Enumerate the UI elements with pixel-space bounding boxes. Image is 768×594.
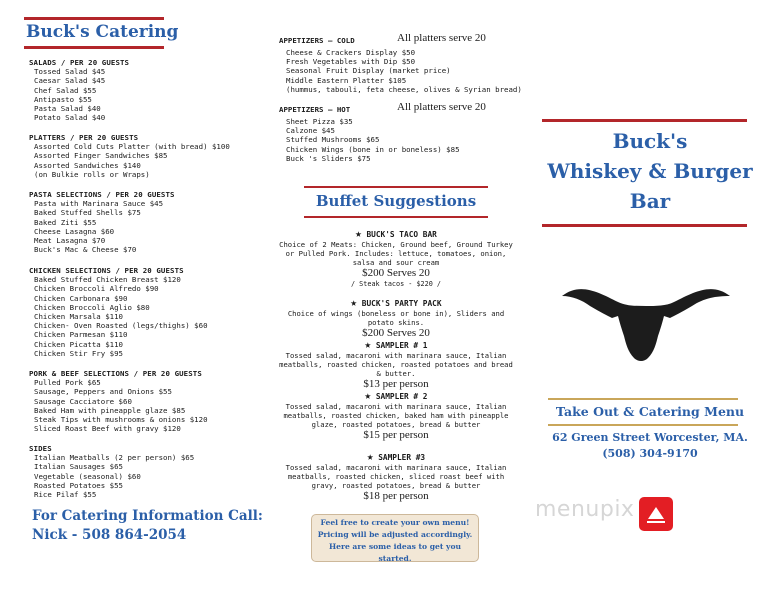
menu-item: Baked Stuffed Shells $75	[34, 208, 141, 218]
menu-item: Tossed Salad $45	[34, 67, 106, 77]
menu-item: Fresh Vegetables with Dip $50	[286, 57, 416, 67]
custom-menu-line: Pricing will be adjusted accordingly.	[317, 530, 473, 539]
option-price: $15 per person	[363, 429, 429, 441]
menu-item: Chicken Wings (bone in or boneless) $85	[286, 144, 460, 154]
catering-panel	[0, 0, 263, 594]
menu-item: Assorted Finger Sandwiches $85	[34, 151, 168, 161]
menu-item: Assorted Cold Cuts Platter (with bread) $100	[34, 142, 230, 152]
star-icon: ★	[355, 227, 362, 240]
appetizers-cold-section	[279, 32, 529, 94]
menu-item: Roasted Potatoes $55	[34, 480, 123, 490]
section-heading: SIDES	[29, 444, 52, 453]
section-heading: PASTA SELECTIONS / PER 20 GUESTS	[29, 190, 175, 199]
star-icon: ★	[350, 296, 358, 309]
option-heading: SAMPLER # 2	[375, 392, 428, 401]
option-heading: SAMPLER # 1	[375, 341, 428, 350]
buffet-title: Buffet Suggestions	[315, 192, 477, 210]
menu-item: (hummus, tabouli, feta cheese, olives & Syrian bread)	[286, 84, 522, 94]
option-price: $18 per person	[363, 490, 429, 502]
menu-item: Middle Eastern Platter $105	[286, 75, 407, 85]
menu-item: Pasta Salad $40	[34, 104, 101, 114]
section-heading: CHICKEN SELECTIONS / PER 20 GUESTS	[29, 266, 184, 275]
buffet-option	[276, 390, 516, 442]
platters-serve-note: All platters serve 20	[397, 101, 486, 113]
menupix-logo-badge	[639, 497, 673, 531]
menu-item: Chicken Picatta $110	[34, 339, 123, 349]
restaurant-name-line: Bar	[629, 189, 671, 213]
buffet-top-rule	[304, 186, 488, 188]
menu-item: Buck 's Sliders $75	[286, 153, 371, 163]
longhorn-bull-icon	[560, 280, 732, 366]
pork-beef-section	[0, 369, 260, 433]
custom-menu-line: Here are some ideas to get you started.	[328, 542, 462, 563]
menu-item: Sausage Cacciatore $60	[34, 396, 132, 406]
section-heading: APPETIZERS – COLD	[279, 36, 355, 45]
buffet-bottom-rule	[304, 216, 488, 218]
cover-panel	[532, 0, 768, 594]
menu-item: Cheese Lasagna $60	[34, 226, 115, 236]
menu-item: Sliced Roast Beef with gravy $120	[34, 424, 181, 434]
section-heading: APPETIZERS – HOT	[279, 105, 351, 114]
menu-item: Pasta with Marinara Sauce $45	[34, 199, 164, 209]
option-note: / Steak tacos - $220 /	[350, 280, 442, 288]
menu-item: Rice Pilaf $55	[34, 490, 97, 500]
menu-item: Assorted Sandwiches $140	[34, 160, 141, 170]
option-price: $200 Serves 20	[362, 267, 430, 279]
option-description: Tossed salad, macaroni with marinara sauce, Italian meatballs, roasted chicken, sliced roast beef with gravy, roasted potatoes, bread & butter	[285, 463, 507, 490]
menu-item: Meat Lasagna $70	[34, 236, 106, 246]
menu-item: Chicken Broccoli Aglio $80	[34, 302, 150, 312]
menupix-watermark: menupix	[535, 497, 635, 522]
buffet-option	[276, 451, 516, 503]
menu-item: Chicken Stir Fry $95	[34, 348, 123, 358]
cover-bottom-rule	[542, 224, 747, 227]
menu-item: Baked Stuffed Chicken Breast $120	[34, 275, 181, 285]
salads-section	[0, 58, 260, 122]
platters-serve-note: All platters serve 20	[397, 32, 486, 44]
menu-item: Stuffed Mushrooms $65	[286, 135, 380, 145]
menu-item: Steak Tips with mushrooms & onions $120	[34, 415, 208, 425]
cover-top-rule	[542, 119, 747, 122]
platters-section	[0, 133, 260, 179]
takeout-top-rule	[548, 398, 738, 400]
menupix-logo-icon	[639, 497, 673, 531]
option-heading: SAMPLER #3	[378, 453, 426, 462]
contact-info	[532, 430, 768, 462]
menu-item: Chicken- Oven Roasted (legs/thighs) $60	[34, 321, 208, 331]
title-top-rule	[24, 17, 164, 20]
menu-item: Potato Salad $40	[34, 113, 106, 123]
address: 62 Green Street Worcester, MA.	[552, 431, 748, 444]
buffet-option	[276, 297, 516, 340]
menu-item: Sheet Pizza $35	[286, 117, 353, 126]
restaurant-name-line: Whiskey & Burger	[547, 159, 753, 183]
menu-item: Vegetable (seasonal) $60	[34, 471, 141, 481]
appetizers-buffet-panel	[262, 0, 530, 594]
appetizers-hot-section	[279, 101, 529, 163]
menu-item: Calzone $45	[286, 126, 335, 136]
menu-item: Buck's Mac & Cheese $70	[34, 245, 137, 255]
section-heading: PORK & BEEF SELECTIONS / PER 20 GUESTS	[29, 369, 202, 378]
chicken-section	[0, 266, 260, 358]
menu-item: Chicken Parmesan $110	[34, 330, 128, 340]
star-icon: ★	[364, 389, 372, 402]
restaurant-name-line: Buck's	[612, 129, 688, 153]
section-heading: PLATTERS / PER 20 GUESTS	[29, 133, 139, 142]
menu-item: Italian Meatballs (2 per person) $65	[34, 453, 195, 463]
takeout-bottom-rule	[548, 424, 738, 426]
sides-section	[0, 444, 260, 499]
menu-item: Chicken Marsala $110	[34, 312, 123, 322]
menu-item: (on Bulkie rolls or Wraps)	[34, 169, 150, 179]
pasta-section	[0, 190, 260, 254]
option-price: $13 per person	[363, 378, 429, 390]
restaurant-name	[532, 126, 768, 216]
takeout-heading: Take Out & Catering Menu	[555, 404, 745, 419]
star-icon: ★	[364, 338, 372, 351]
catering-phone[interactable]: Nick - 508 864-2054	[32, 527, 187, 543]
option-description: Choice of 2 Meats: Chicken, Ground beef, Ground Turkey or Pulled Pork. Includes: lettuce, tomatoes, onion, salsa and sour cream	[279, 240, 513, 267]
section-heading: SALADS / PER 20 GUESTS	[29, 58, 130, 67]
title-bottom-rule	[24, 46, 164, 49]
menu-item: Seasonal Fruit Display (market price)	[286, 66, 451, 76]
menu-item: Baked Ziti $55	[34, 217, 97, 227]
menu-item: Chicken Broccoli Alfredo $90	[34, 284, 159, 294]
menu-item: Baked Ham with pineapple glaze $85	[34, 405, 186, 415]
option-price: $200 Serves 20	[362, 327, 430, 339]
menu-item: Cheese & Crackers Display $50	[286, 48, 416, 57]
menu-item: Chicken Carbonara $90	[34, 293, 128, 303]
phone-number[interactable]: (508) 304-9170	[602, 447, 698, 460]
catering-title: Buck's Catering	[26, 22, 179, 42]
option-description: Choice of wings (boneless or bone in), Sliders and potato skins.	[287, 309, 505, 327]
buffet-option	[276, 339, 516, 391]
buffet-option	[276, 228, 516, 289]
menu-item: Pulled Pork $65	[34, 378, 101, 388]
option-heading: BUCK'S PARTY PACK	[361, 299, 442, 308]
star-icon: ★	[366, 450, 374, 463]
option-heading: BUCK'S TACO BAR	[366, 230, 437, 239]
menu-item: Italian Sausages $65	[34, 462, 123, 472]
menu-item: Antipasto $55	[34, 94, 92, 104]
option-description: Tossed salad, macaroni with marinara sauce, Italian meatballs, roasted chicken, baked ham with pineapple glaze, roasted potatoes, bread & butter	[283, 402, 509, 429]
menu-item: Caesar Salad $45	[34, 76, 106, 86]
custom-menu-note	[311, 514, 479, 562]
menu-item: Chef Salad $55	[34, 85, 97, 95]
custom-menu-line: Feel free to create your own menu!	[320, 518, 470, 527]
option-description: Tossed salad, macaroni with marinara sauce, Italian meatballs, roasted chicken, roasted potatoes and bread & butter.	[279, 351, 513, 378]
catering-call-label: For Catering Information Call:	[32, 508, 263, 524]
menu-item: Sausage, Peppers and Onions $55	[34, 387, 172, 397]
